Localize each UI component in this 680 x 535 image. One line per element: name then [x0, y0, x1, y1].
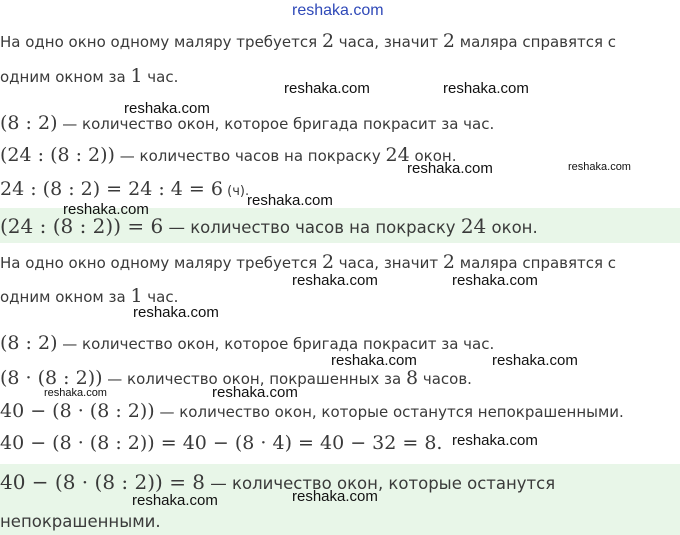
- s2-step-3: 40 − (8 · (8 : 2)) — количество окон, которые останутся непокрашенными.: [0, 400, 624, 422]
- watermark: reshaka.com: [452, 432, 538, 449]
- s2-intro-line: На одно окно одному маляру требуется 2 часа, значит 2 маляра справятся с: [0, 251, 617, 273]
- s1-intro-line: На одно окно одному маляру требуется 2 часа, значит 2 маляра справятся с: [0, 30, 617, 52]
- watermark: reshaka.com: [292, 488, 378, 505]
- s2-answer-line-2: непокрашенными.: [0, 512, 161, 531]
- s2-step-2: (8 · (8 : 2)) — количество окон, покрашенных за 8 часов.: [0, 367, 472, 389]
- watermark: reshaka.com: [132, 492, 218, 509]
- watermark: reshaka.com: [124, 100, 210, 117]
- watermark: reshaka.com: [212, 384, 298, 401]
- s2-answer: 40 − (8 · (8 : 2)) = 8 — количество окон, которые останутся: [0, 470, 556, 494]
- s1-step-1: (8 : 2) — количество окон, которое бригада покрасит за час.: [0, 112, 495, 134]
- s1-intro-line-2: одним окном за 1 час.: [0, 65, 179, 87]
- watermark: reshaka.com: [452, 272, 538, 289]
- watermark: reshaka.com: [44, 387, 107, 399]
- watermark: reshaka.com: [443, 80, 529, 97]
- watermark: reshaka.com: [133, 304, 219, 321]
- watermark: reshaka.com: [63, 201, 149, 218]
- s2-intro-line-2: одним окном за 1 час.: [0, 285, 179, 307]
- s1-step-2: (24 : (8 : 2)) — количество часов на покраску 24 окон.: [0, 144, 457, 166]
- watermark: reshaka.com: [492, 352, 578, 369]
- watermark: reshaka.com: [331, 352, 417, 369]
- watermark: reshaka.com: [407, 160, 493, 177]
- s2-calculation: 40 − (8 · (8 : 2)) = 40 − (8 · 4) = 40 − 32 = 8.: [0, 432, 443, 454]
- watermark: reshaka.com: [247, 192, 333, 209]
- s1-answer: (24 : (8 : 2)) = 6 — количество часов на покраску 24 окон.: [0, 214, 538, 238]
- s1-calculation: 24 : (8 : 2) = 24 : 4 = 6 (ч).: [0, 178, 250, 200]
- watermark: reshaka.com: [568, 161, 631, 173]
- watermark-top: reshaka.com: [292, 2, 384, 19]
- watermark: reshaka.com: [284, 80, 370, 97]
- s2-step-1: (8 : 2) — количество окон, которое бригада покрасит за час.: [0, 332, 495, 354]
- watermark: reshaka.com: [292, 272, 378, 289]
